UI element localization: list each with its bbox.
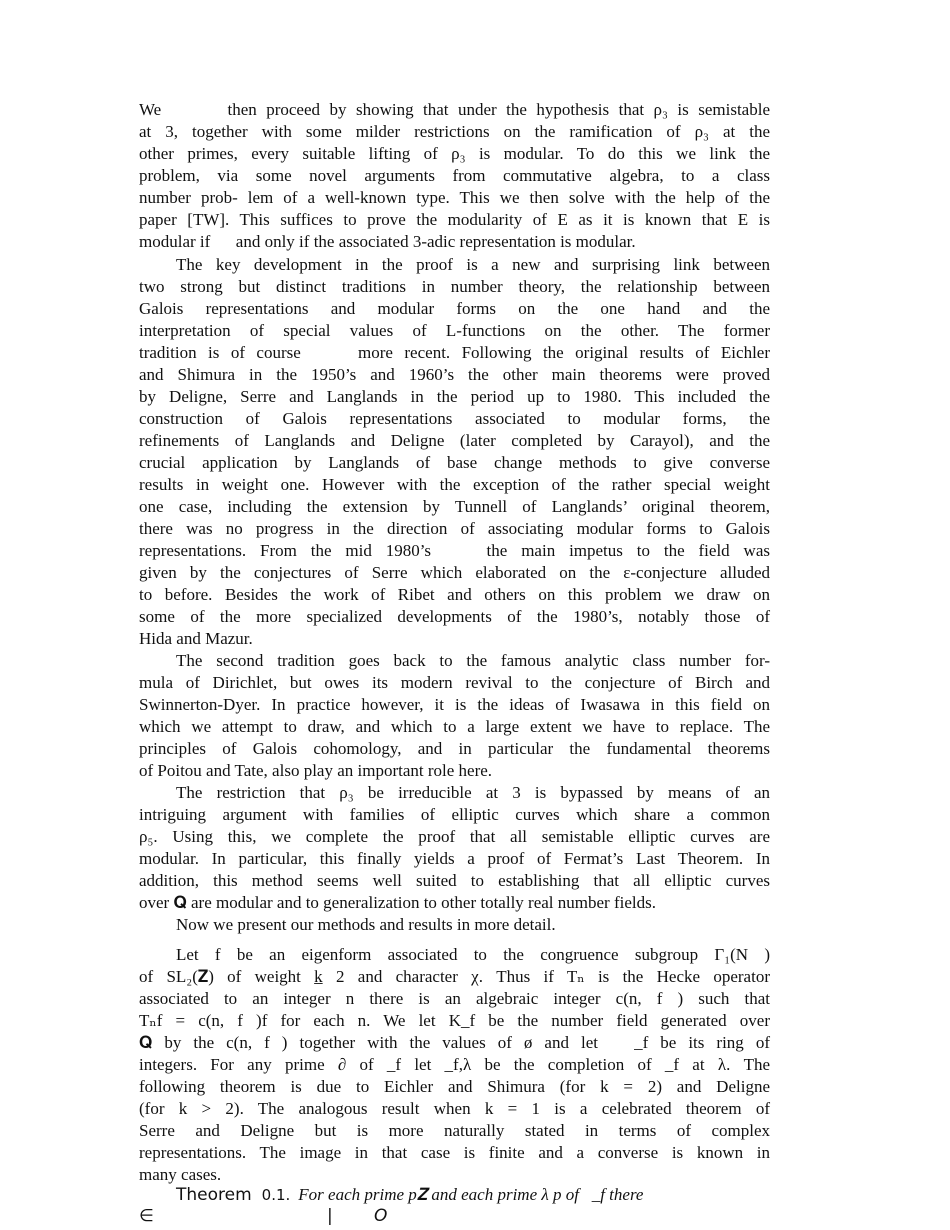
paragraph-5-line-1: Now we present our methods and results in more detail.: [176, 915, 556, 934]
paragraph-2-line-2: two strong but distinct traditions in number theory, the relationship between: [139, 277, 770, 296]
paragraph-1-line-2: at 3, together with some milder restrictions on the ramification of ρ₃ at the: [139, 122, 770, 141]
theorem-number: 0.1.: [261, 1186, 291, 1204]
paragraph-2-line-13: there was no progress in the direction of associating modular forms to Galois: [139, 519, 770, 538]
paragraph-6-line-9: Serre and Deligne but is more naturally stated in terms of complex: [139, 1121, 770, 1140]
paragraph-2-line-4: interpretation of special values of L-functions on the other. The former: [139, 321, 770, 340]
paragraph-2-line-16: to before. Besides the work of Ribet and others on this problem we draw on: [139, 585, 770, 604]
paragraph-1-line-4: problem, via some novel arguments from commutative algebra, to a class: [139, 166, 770, 185]
paragraph-4-line-1: The restriction that ρ₃ be irreducible at 3 is bypassed by means of an: [176, 783, 770, 802]
paragraph-4-line-5: addition, this method seems well suited to establishing that all elliptic curves: [139, 871, 770, 890]
paragraph-2-line-11: results in weight one. However with the exception of the rather special weight: [139, 475, 770, 494]
paragraph-1-line-3: other primes, every suitable lifting of ρ₃ is modular. To do this we link the: [139, 144, 770, 163]
paragraph-6-line-5: 𝐐 by the c(n, f ) together with the values of ø and let _f be its ring of: [139, 1033, 770, 1052]
stray-symbol-2: |: [327, 1206, 333, 1226]
paragraph-3-line-6: of Poitou and Tate, also play an important role here.: [139, 761, 493, 780]
paragraph-6-line-10: representations. The image in that case is finite and a converse is known in: [139, 1143, 770, 1162]
paragraph-2-line-7: by Deligne, Serre and Langlands in the period up to 1980. This included the: [139, 387, 770, 406]
paragraph-6-line-3: associated to an integer n there is an algebraic integer c(n, f ) such that: [139, 989, 770, 1008]
paragraph-2-line-1: The key development in the proof is a new and surprising link between: [176, 255, 770, 274]
theorem-label: Theorem: [176, 1185, 252, 1205]
paragraph-2-line-3: Galois representations and modular forms on the one hand and the: [139, 299, 770, 318]
paragraph-4-line-3: ρ₅. Using this, we complete the proof that all semistable elliptic curves are: [139, 827, 770, 846]
paragraph-1-line-7: modular if and only if the associated 3-adic representation is modular.: [139, 232, 636, 251]
paragraph-3-line-1: The second tradition goes back to the famous analytic class number for-: [176, 651, 770, 670]
paragraph-2-line-18: Hida and Mazur.: [139, 629, 253, 648]
paragraph-3-line-3: Swinnerton-Dyer. In practice however, it is the ideas of Iwasawa in this field on: [139, 695, 770, 714]
paragraph-6-line-6: integers. For any prime ∂ of _f let _f,λ be the completion of _f at λ. The: [139, 1055, 770, 1074]
paragraph-2-line-8: construction of Galois representations associated to modular forms, the: [139, 409, 770, 428]
paragraph-2-line-14: representations. From the mid 1980’s the main impetus to the field was: [139, 541, 770, 560]
theorem-text: For each prime p𝐙 and each prime λ p of _f there: [298, 1185, 644, 1204]
paragraph-4-line-4: modular. In particular, this finally yields a proof of Fermat’s Last Theorem. In: [139, 849, 770, 868]
paragraph-6-line-1: Let f be an eigenform associated to the congruence subgroup Γ₁(N ): [176, 945, 770, 964]
paragraph-3-line-4: which we attempt to draw, and which to a large extent we have to replace. The: [139, 717, 770, 736]
paragraph-2-line-5: tradition is of course more recent. Following the original results of Eichler: [139, 343, 770, 362]
paragraph-4-line-2: intriguing argument with families of elliptic curves which share a common: [139, 805, 770, 824]
paragraph-6-line-4: Tₙf = c(n, f )f for each n. We let K_f be the number field generated over: [139, 1011, 770, 1030]
paragraph-1-line-1: We then proceed by showing that under the hypothesis that ρ₃ is semistable: [139, 100, 770, 119]
paragraph-4-line-6: over 𝐐 are modular and to generalization to other totally real number fields.: [139, 893, 656, 912]
paragraph-3-line-5: principles of Galois cohomology, and in particular the fundamental theorems: [139, 739, 770, 758]
paragraph-2-line-6: and Shimura in the 1950’s and 1960’s the other main theorems were proved: [139, 365, 770, 384]
stray-symbol-3: O: [374, 1206, 388, 1226]
paragraph-6-line-8: (for k > 2). The analogous result when k = 1 is a celebrated theorem of: [139, 1099, 770, 1118]
paragraph-1-line-6: paper [TW]. This suffices to prove the modularity of E as it is known that E is: [139, 210, 770, 229]
paragraph-2-line-9: refinements of Langlands and Deligne (later completed by Carayol), and the: [139, 431, 770, 450]
paragraph-2-line-12: one case, including the extension by Tunnell of Langlands’ original theorem,: [139, 497, 770, 516]
paragraph-2-line-15: given by the conjectures of Serre which elaborated on the ε-conjecture alluded: [139, 563, 770, 582]
paragraph-6-line-11: many cases.: [139, 1165, 222, 1184]
paragraph-2-line-10: crucial application by Langlands of base change methods to give converse: [139, 453, 770, 472]
paragraph-6-line-7: following theorem is due to Eichler and Shimura (for k = 2) and Deligne: [139, 1077, 770, 1096]
paragraph-1-line-5: number prob- lem of a well-known type. This we then solve with the help of the: [139, 188, 770, 207]
paragraph-2-line-17: some of the more specialized developments of the 1980’s, notably those of: [139, 607, 770, 626]
theorem-statement: [176, 1184, 643, 1206]
paragraph-6-line-2: of SL₂(𝐙) of weight k̲ 2 and character χ. Thus if Tₙ is the Hecke operator: [139, 967, 770, 986]
stray-symbol-1: ∈: [139, 1206, 154, 1226]
paragraph-3-line-2: mula of Dirichlet, but owes its modern revival to the conjecture of Birch and: [139, 673, 770, 692]
